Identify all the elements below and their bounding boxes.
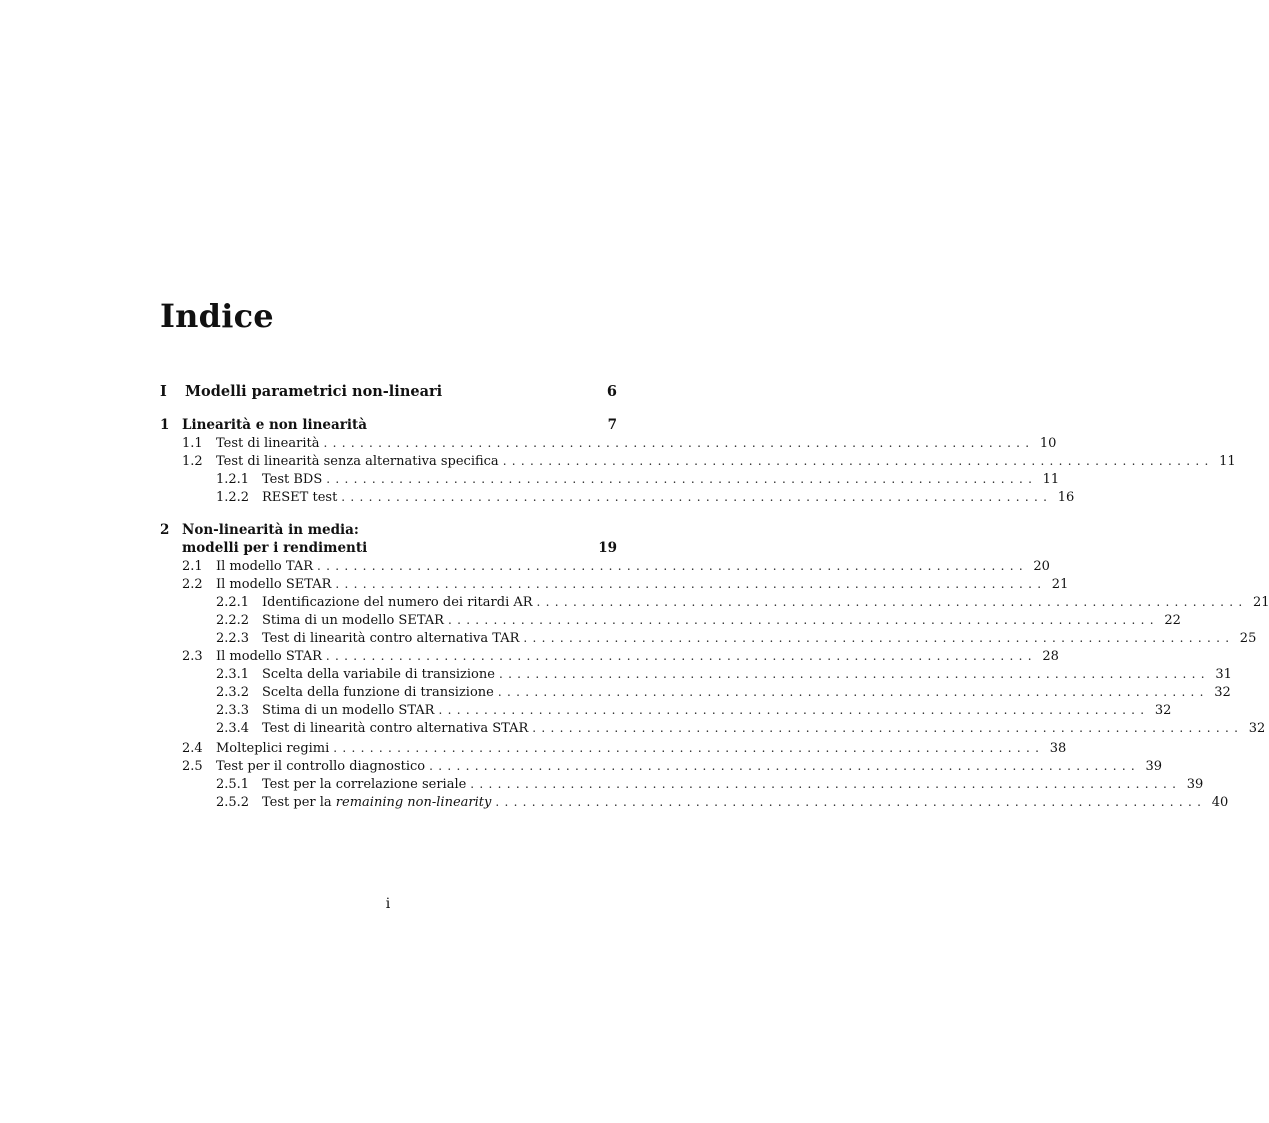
dot-leader: .............................................................................. (317, 559, 1028, 573)
chapter-number: 2 (160, 522, 170, 538)
subsection-number: 2.3.3 (216, 703, 250, 718)
subsection-title: Stima di un modello SETAR (262, 613, 444, 628)
subsection-number: 2.5.2 (216, 795, 250, 810)
chapter-title-line2: modelli per i rendimenti (182, 540, 368, 556)
section-number: 2.3 (182, 649, 203, 664)
subsection-number: 1.2.1 (216, 472, 250, 487)
toc-subsection-entry[interactable] (216, 665, 1232, 683)
dot-leader: .............................................................................. (495, 795, 1207, 809)
dot-leader: .............................................................................. (429, 759, 1141, 773)
subsection-page: 21 (1252, 595, 1269, 610)
section-number: 1.1 (182, 436, 203, 451)
subsection-number: 2.3.2 (216, 685, 250, 700)
dot-leader: .............................................................................. (333, 741, 1045, 755)
section-title: Test di linearità (216, 436, 320, 451)
toc-subsection-entry[interactable] (216, 683, 1231, 701)
dot-leader: .............................................................................. (532, 721, 1244, 735)
section-page: 10 (1039, 436, 1057, 451)
subsection-title: Scelta della funzione di transizione (262, 685, 494, 700)
chapter-title: Linearità e non linearità (182, 417, 367, 433)
subsection-title: Test di linearità contro alternativa TAR (262, 631, 520, 646)
subsection-title: Scelta della variabile di transizione (262, 667, 495, 682)
subsection-number: 2.2.2 (216, 613, 250, 628)
section-page: 39 (1145, 759, 1163, 774)
subsection-title-italic: remaining non-linearity (335, 795, 492, 810)
section-title: Molteplici regimi (216, 741, 330, 756)
dot-leader: .............................................................................. (498, 667, 1210, 681)
chapter-page: 19 (598, 540, 617, 556)
subsection-title: Identificazione del numero dei ritardi AR (262, 595, 533, 610)
chapter-number: 1 (160, 417, 170, 433)
toc-section-entry[interactable] (182, 757, 1163, 775)
section-page: 21 (1051, 577, 1069, 592)
dot-leader: .............................................................................. (326, 472, 1038, 486)
section-page: 20 (1033, 559, 1050, 574)
dot-leader: .............................................................................. (447, 613, 1159, 627)
chapter-title-line1: Non-linearità in media: (182, 522, 359, 538)
dot-leader: .............................................................................. (502, 454, 1214, 468)
chapter-page: 7 (607, 417, 617, 433)
section-title: Test di linearità senza alternativa specifica (216, 454, 499, 469)
subsection-title: Test per la correlazione seriale (262, 777, 467, 792)
section-number: 2.4 (182, 741, 203, 756)
subsection-number: 2.2.1 (216, 595, 250, 610)
toc-subsection-entry[interactable] (216, 629, 1257, 647)
section-title: Il modello TAR (216, 559, 314, 574)
subsection-number: 2.3.4 (216, 721, 250, 736)
toc-section-entry[interactable] (182, 452, 1236, 470)
toc-subsection-entry[interactable] (216, 488, 1075, 506)
toc-subsection-entry[interactable] (216, 611, 1181, 629)
toc-part-entry[interactable] (160, 383, 617, 401)
section-title: Il modello STAR (216, 649, 322, 664)
toc-subsection-entry[interactable] (216, 470, 1060, 488)
subsection-page: 32 (1154, 703, 1172, 718)
page-number: i (385, 896, 391, 912)
toc-subsection-entry[interactable] (216, 701, 1172, 719)
dot-leader: .............................................................................. (335, 577, 1047, 591)
toc-section-entry[interactable] (182, 739, 1067, 757)
subsection-page: 16 (1057, 490, 1075, 505)
toc-chapter-entry[interactable] (160, 521, 617, 539)
dot-leader: .............................................................................. (536, 595, 1248, 609)
section-page: 38 (1049, 741, 1067, 756)
dot-leader: .............................................................................. (438, 703, 1150, 717)
dot-leader: .............................................................................. (523, 631, 1235, 645)
subsection-title (262, 794, 491, 812)
subsection-number: 1.2.2 (216, 490, 250, 505)
toc-chapter-entry-cont[interactable] (160, 539, 617, 557)
subsection-number: 2.2.3 (216, 631, 250, 646)
section-number: 2.5 (182, 759, 203, 774)
section-title: Il modello SETAR (216, 577, 332, 592)
subsection-page: 11 (1042, 472, 1060, 487)
subsection-page: 39 (1186, 777, 1204, 792)
subsection-page: 32 (1248, 721, 1266, 736)
toc-section-entry[interactable] (182, 434, 1057, 452)
toc-subsection-entry[interactable] (216, 719, 1266, 737)
subsection-page: 25 (1239, 631, 1257, 646)
subsection-title-prefix: Test per la (262, 795, 336, 810)
dot-leader: .............................................................................. (470, 777, 1182, 791)
subsection-number: 2.3.1 (216, 667, 250, 682)
subsection-number: 2.5.1 (216, 777, 250, 792)
dot-leader: .............................................................................. (497, 685, 1209, 699)
part-title: Modelli parametrici non-lineari (185, 383, 443, 400)
toc-section-entry[interactable] (182, 557, 1050, 575)
dot-leader: .............................................................................. (325, 649, 1037, 663)
subsection-page: 32 (1214, 685, 1231, 700)
page-title: Indice (160, 297, 274, 335)
subsection-title: RESET test (262, 490, 338, 505)
toc-section-entry[interactable] (182, 647, 1059, 665)
subsection-title: Test BDS (262, 472, 323, 487)
section-number: 2.2 (182, 577, 203, 592)
section-page: 28 (1042, 649, 1059, 664)
toc-subsection-entry[interactable] (216, 593, 1269, 611)
dot-leader: .............................................................................. (323, 436, 1035, 450)
toc-section-entry[interactable] (182, 575, 1069, 593)
subsection-title: Test di linearità contro alternativa STAR (262, 721, 529, 736)
subsection-page: 31 (1215, 667, 1232, 682)
section-title: Test per il controllo diagnostico (216, 759, 426, 774)
toc-subsection-entry[interactable] (216, 793, 1229, 811)
section-page: 11 (1219, 454, 1236, 469)
section-number: 2.1 (182, 559, 203, 574)
section-number: 1.2 (182, 454, 203, 469)
subsection-title: Stima di un modello STAR (262, 703, 435, 718)
part-page: 6 (606, 383, 617, 400)
subsection-page: 40 (1211, 795, 1229, 810)
part-number: I (160, 383, 167, 400)
toc-chapter-entry[interactable] (160, 416, 617, 434)
subsection-page: 22 (1164, 613, 1181, 628)
dot-leader: .............................................................................. (341, 490, 1053, 504)
toc-subsection-entry[interactable] (216, 775, 1204, 793)
